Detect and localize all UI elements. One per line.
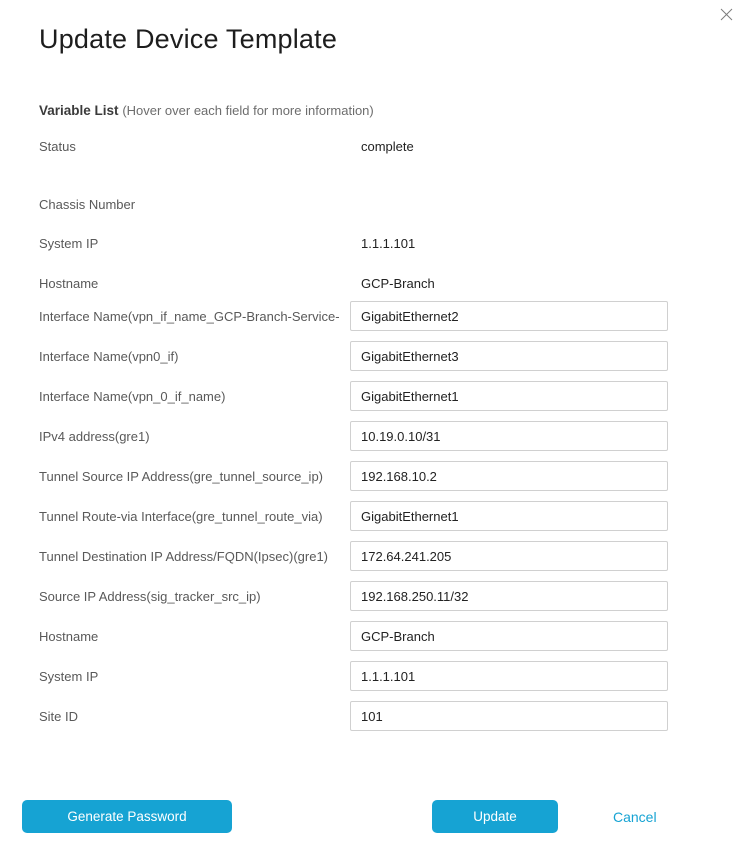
status-value: complete bbox=[361, 138, 414, 154]
close-icon bbox=[720, 8, 733, 21]
field-row-interface-name-vpn-0-if-name bbox=[39, 381, 752, 411]
field-label: Hostname bbox=[39, 275, 99, 291]
field-row-interface-name-service-vpn bbox=[39, 301, 752, 331]
hostname-value: GCP-Branch bbox=[361, 275, 435, 291]
tunnel-source-ip-input[interactable] bbox=[350, 461, 668, 491]
system-ip-value: 1.1.1.101 bbox=[361, 235, 416, 251]
field-label: Source IP Address(sig_tracker_src_ip) bbox=[39, 588, 261, 604]
field-row-tunnel-source-ip bbox=[39, 461, 752, 491]
field-row-hostname-editable bbox=[39, 621, 752, 651]
field-label: Interface Name(vpn0_if) bbox=[39, 348, 179, 364]
field-label: Tunnel Source IP Address(gre_tunnel_source_ip) bbox=[39, 468, 324, 484]
update-button[interactable]: Update bbox=[432, 800, 558, 833]
field-label: Chassis Number bbox=[39, 196, 136, 212]
field-row-status bbox=[39, 138, 752, 154]
system-ip-input[interactable] bbox=[350, 661, 668, 691]
variable-list-title: Variable List bbox=[39, 103, 119, 118]
field-label: System IP bbox=[39, 668, 99, 684]
field-row-system-ip-editable bbox=[39, 661, 752, 691]
tunnel-route-via-interface-input[interactable] bbox=[350, 501, 668, 531]
interface-name-vpn-0-if-name-input[interactable] bbox=[350, 381, 668, 411]
field-row-hostname bbox=[39, 275, 752, 291]
field-label: Site ID bbox=[39, 708, 79, 724]
field-label: Status bbox=[39, 138, 76, 154]
field-row-chassis-number bbox=[39, 196, 752, 212]
source-ip-sig-tracker-input[interactable] bbox=[350, 581, 668, 611]
cancel-link[interactable]: Cancel bbox=[613, 800, 657, 833]
page-title: Update Device Template bbox=[39, 24, 338, 54]
field-label: Hostname bbox=[39, 628, 99, 644]
field-row-site-id bbox=[39, 701, 752, 731]
field-label: System IP bbox=[39, 235, 99, 251]
site-id-input[interactable] bbox=[350, 701, 668, 731]
field-row-ipv4-address-gre1 bbox=[39, 421, 752, 451]
field-row-tunnel-route-via-interface bbox=[39, 501, 752, 531]
hostname-input[interactable] bbox=[350, 621, 668, 651]
field-row-tunnel-destination-ip bbox=[39, 541, 752, 571]
field-label: Tunnel Route-via Interface(gre_tunnel_route_via) bbox=[39, 508, 323, 524]
variable-list-hint: (Hover over each field for more information) bbox=[122, 103, 374, 118]
variable-list-header bbox=[39, 103, 752, 118]
interface-name-vpn0-if-input[interactable] bbox=[350, 341, 668, 371]
field-row-interface-name-vpn0-if bbox=[39, 341, 752, 371]
ipv4-address-gre1-input[interactable] bbox=[350, 421, 668, 451]
generate-password-button[interactable]: Generate Password bbox=[22, 800, 232, 833]
field-row-source-ip-sig-tracker bbox=[39, 581, 752, 611]
close-button[interactable] bbox=[716, 4, 736, 24]
field-row-system-ip bbox=[39, 235, 752, 251]
field-label: Interface Name(vpn_if_name_GCP-Branch-Service- bbox=[39, 308, 340, 324]
field-label: Tunnel Destination IP Address/FQDN(Ipsec)(gre1) bbox=[39, 548, 329, 564]
field-label: IPv4 address(gre1) bbox=[39, 428, 150, 444]
interface-name-service-vpn-input[interactable] bbox=[350, 301, 668, 331]
tunnel-destination-ip-input[interactable] bbox=[350, 541, 668, 571]
field-label: Interface Name(vpn_0_if_name) bbox=[39, 388, 226, 404]
